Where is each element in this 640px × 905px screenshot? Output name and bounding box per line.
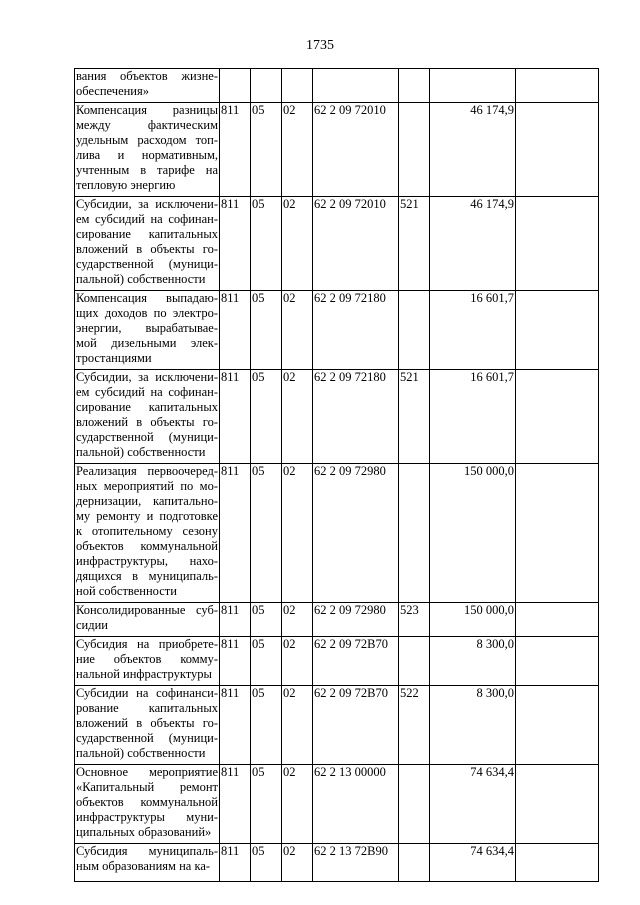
row-name-line: инфраструктуры, нахо- xyxy=(76,554,218,568)
row-name-line: объектов коммунальной xyxy=(76,539,218,553)
row-name-line: удельным расходом топ- xyxy=(76,133,218,147)
subsection-code-cell xyxy=(282,69,313,103)
extra-cell xyxy=(516,370,599,464)
amount-cell: 8 300,0 xyxy=(430,686,516,765)
expense-type-cell xyxy=(399,637,430,686)
section-code-cell: 05 xyxy=(251,103,282,197)
row-name-line: ем субсидий на софинан- xyxy=(76,385,218,399)
ministry-code-cell: 811 xyxy=(220,291,251,370)
subsection-code-cell: 02 xyxy=(282,464,313,603)
target-article-cell: 62 2 09 72010 xyxy=(313,197,399,291)
row-name-line: учтенным в тарифе на xyxy=(76,163,218,177)
row-name-line: ной собственности xyxy=(76,584,177,598)
table-row xyxy=(75,765,599,844)
row-name-line: Субсидии, за исключени- xyxy=(76,370,218,384)
extra-cell xyxy=(516,197,599,291)
table-row xyxy=(75,103,599,197)
row-name-line: обеспечения» xyxy=(76,84,149,98)
row-name-line: вложений в объекты го- xyxy=(76,415,218,429)
row-name-cell xyxy=(75,464,220,603)
ministry-code-cell: 811 xyxy=(220,603,251,637)
amount-cell: 16 601,7 xyxy=(430,370,516,464)
row-name-line: рование капитальных xyxy=(76,701,218,715)
expense-type-cell: 522 xyxy=(399,686,430,765)
row-name-line: Основное мероприятие xyxy=(76,765,218,779)
table-row xyxy=(75,197,599,291)
expense-type-cell xyxy=(399,844,430,882)
ministry-code-cell: 811 xyxy=(220,370,251,464)
row-name-cell xyxy=(75,103,220,197)
extra-cell xyxy=(516,844,599,882)
row-name-line: Консолидированные суб- xyxy=(76,603,218,617)
row-name-line: сударственной (муници- xyxy=(76,257,218,271)
subsection-code-cell: 02 xyxy=(282,765,313,844)
row-name-line: ем субсидий на софинан- xyxy=(76,212,218,226)
row-name-cell xyxy=(75,844,220,882)
row-name-line: энергии, вырабатывае- xyxy=(76,321,218,335)
section-code-cell: 05 xyxy=(251,197,282,291)
row-name-line: к отопительному сезону xyxy=(76,524,218,538)
row-name-line: Субсидии, за исключени- xyxy=(76,197,218,211)
target-article-cell xyxy=(313,69,399,103)
amount-cell: 8 300,0 xyxy=(430,637,516,686)
row-name-line: щих доходов по электро- xyxy=(76,306,218,320)
section-code-cell: 05 xyxy=(251,291,282,370)
expense-type-cell xyxy=(399,464,430,603)
expense-type-cell xyxy=(399,69,430,103)
extra-cell xyxy=(516,637,599,686)
budget-table-body xyxy=(75,69,599,882)
amount-cell: 46 174,9 xyxy=(430,103,516,197)
section-code-cell xyxy=(251,69,282,103)
extra-cell xyxy=(516,103,599,197)
row-name-line: Реализация первоочеред- xyxy=(76,464,218,478)
subsection-code-cell: 02 xyxy=(282,603,313,637)
row-name-cell xyxy=(75,637,220,686)
table-row xyxy=(75,844,599,882)
expense-type-cell xyxy=(399,103,430,197)
ministry-code-cell: 811 xyxy=(220,464,251,603)
row-name-line: инфраструктуры муни- xyxy=(76,810,218,824)
target-article-cell: 62 2 13 72В90 xyxy=(313,844,399,882)
budget-table xyxy=(74,68,599,882)
expense-type-cell: 521 xyxy=(399,370,430,464)
row-name-line: дернизации, капитально- xyxy=(76,494,218,508)
row-name-line: лива и нормативным, xyxy=(76,148,218,162)
table-row xyxy=(75,686,599,765)
extra-cell xyxy=(516,464,599,603)
row-name-line: мой дизельными элек- xyxy=(76,336,218,350)
row-name-line: Компенсация выпадаю- xyxy=(76,291,218,305)
row-name-cell xyxy=(75,370,220,464)
extra-cell xyxy=(516,69,599,103)
ministry-code-cell: 811 xyxy=(220,844,251,882)
section-code-cell: 05 xyxy=(251,637,282,686)
target-article-cell: 62 2 09 72В70 xyxy=(313,637,399,686)
row-name-line: му ремонту и подготовке xyxy=(76,509,218,523)
row-name-cell xyxy=(75,765,220,844)
amount-cell: 74 634,4 xyxy=(430,844,516,882)
ministry-code-cell xyxy=(220,69,251,103)
amount-cell: 46 174,9 xyxy=(430,197,516,291)
table-row xyxy=(75,637,599,686)
section-code-cell: 05 xyxy=(251,765,282,844)
target-article-cell: 62 2 09 72180 xyxy=(313,291,399,370)
section-code-cell: 05 xyxy=(251,844,282,882)
target-article-cell: 62 2 09 72010 xyxy=(313,103,399,197)
row-name-cell xyxy=(75,197,220,291)
row-name-line: ных мероприятий по мо- xyxy=(76,479,218,493)
target-article-cell: 62 2 09 72980 xyxy=(313,464,399,603)
target-article-cell: 62 2 09 72В70 xyxy=(313,686,399,765)
ministry-code-cell: 811 xyxy=(220,103,251,197)
subsection-code-cell: 02 xyxy=(282,291,313,370)
amount-cell: 150 000,0 xyxy=(430,464,516,603)
section-code-cell: 05 xyxy=(251,686,282,765)
target-article-cell: 62 2 09 72980 xyxy=(313,603,399,637)
expense-type-cell xyxy=(399,765,430,844)
subsection-code-cell: 02 xyxy=(282,686,313,765)
target-article-cell: 62 2 13 00000 xyxy=(313,765,399,844)
row-name-line: пальной) собственности xyxy=(76,272,206,286)
row-name-line: тростанциями xyxy=(76,351,152,365)
row-name-line: ципальных образований» xyxy=(76,825,212,839)
amount-cell: 16 601,7 xyxy=(430,291,516,370)
row-name-line: между фактическим xyxy=(76,118,218,132)
subsection-code-cell: 02 xyxy=(282,370,313,464)
row-name-line: сирование капитальных xyxy=(76,227,218,241)
ministry-code-cell: 811 xyxy=(220,765,251,844)
subsection-code-cell: 02 xyxy=(282,637,313,686)
ministry-code-cell: 811 xyxy=(220,686,251,765)
row-name-cell xyxy=(75,69,220,103)
row-name-cell xyxy=(75,686,220,765)
row-name-line: сударственной (муници- xyxy=(76,430,218,444)
row-name-line: сидии xyxy=(76,618,108,632)
extra-cell xyxy=(516,291,599,370)
expense-type-cell: 523 xyxy=(399,603,430,637)
row-name-line: Субсидия на приобрете- xyxy=(76,637,218,651)
table-row xyxy=(75,370,599,464)
extra-cell xyxy=(516,765,599,844)
row-name-line: объектов коммунальной xyxy=(76,795,218,809)
expense-type-cell: 521 xyxy=(399,197,430,291)
table-row xyxy=(75,291,599,370)
section-code-cell: 05 xyxy=(251,464,282,603)
section-code-cell: 05 xyxy=(251,370,282,464)
row-name-cell xyxy=(75,291,220,370)
row-name-line: пальной) собственности xyxy=(76,746,206,760)
row-name-line: тепловую энергию xyxy=(76,178,176,192)
row-name-line: сирование капитальных xyxy=(76,400,218,414)
page-number: 1735 xyxy=(306,38,334,53)
subsection-code-cell: 02 xyxy=(282,197,313,291)
row-name-line: ние объектов комму- xyxy=(76,652,218,666)
section-code-cell: 05 xyxy=(251,603,282,637)
expense-type-cell xyxy=(399,291,430,370)
row-name-line: нальной инфраструктуры xyxy=(76,667,212,681)
row-name-line: Субсидия муниципаль- xyxy=(76,844,218,858)
subsection-code-cell: 02 xyxy=(282,103,313,197)
extra-cell xyxy=(516,603,599,637)
row-name-line: вания объектов жизне- xyxy=(76,69,218,83)
amount-cell xyxy=(430,69,516,103)
row-name-line: ным образованиям на ка- xyxy=(76,859,211,873)
row-name-line: Компенсация разницы xyxy=(76,103,218,117)
row-name-line: вложений в объекты го- xyxy=(76,716,218,730)
row-name-line: «Капитальный ремонт xyxy=(76,780,218,794)
row-name-cell xyxy=(75,603,220,637)
ministry-code-cell: 811 xyxy=(220,197,251,291)
subsection-code-cell: 02 xyxy=(282,844,313,882)
target-article-cell: 62 2 09 72180 xyxy=(313,370,399,464)
table-row xyxy=(75,464,599,603)
table-row xyxy=(75,69,599,103)
extra-cell xyxy=(516,686,599,765)
table-row xyxy=(75,603,599,637)
row-name-line: сударственной (муници- xyxy=(76,731,218,745)
row-name-line: вложений в объекты го- xyxy=(76,242,218,256)
ministry-code-cell: 811 xyxy=(220,637,251,686)
row-name-line: пальной) собственности xyxy=(76,445,206,459)
amount-cell: 150 000,0 xyxy=(430,603,516,637)
row-name-line: Субсидии на софинанси- xyxy=(76,686,218,700)
amount-cell: 74 634,4 xyxy=(430,765,516,844)
row-name-line: дящихся в муниципаль- xyxy=(76,569,218,583)
